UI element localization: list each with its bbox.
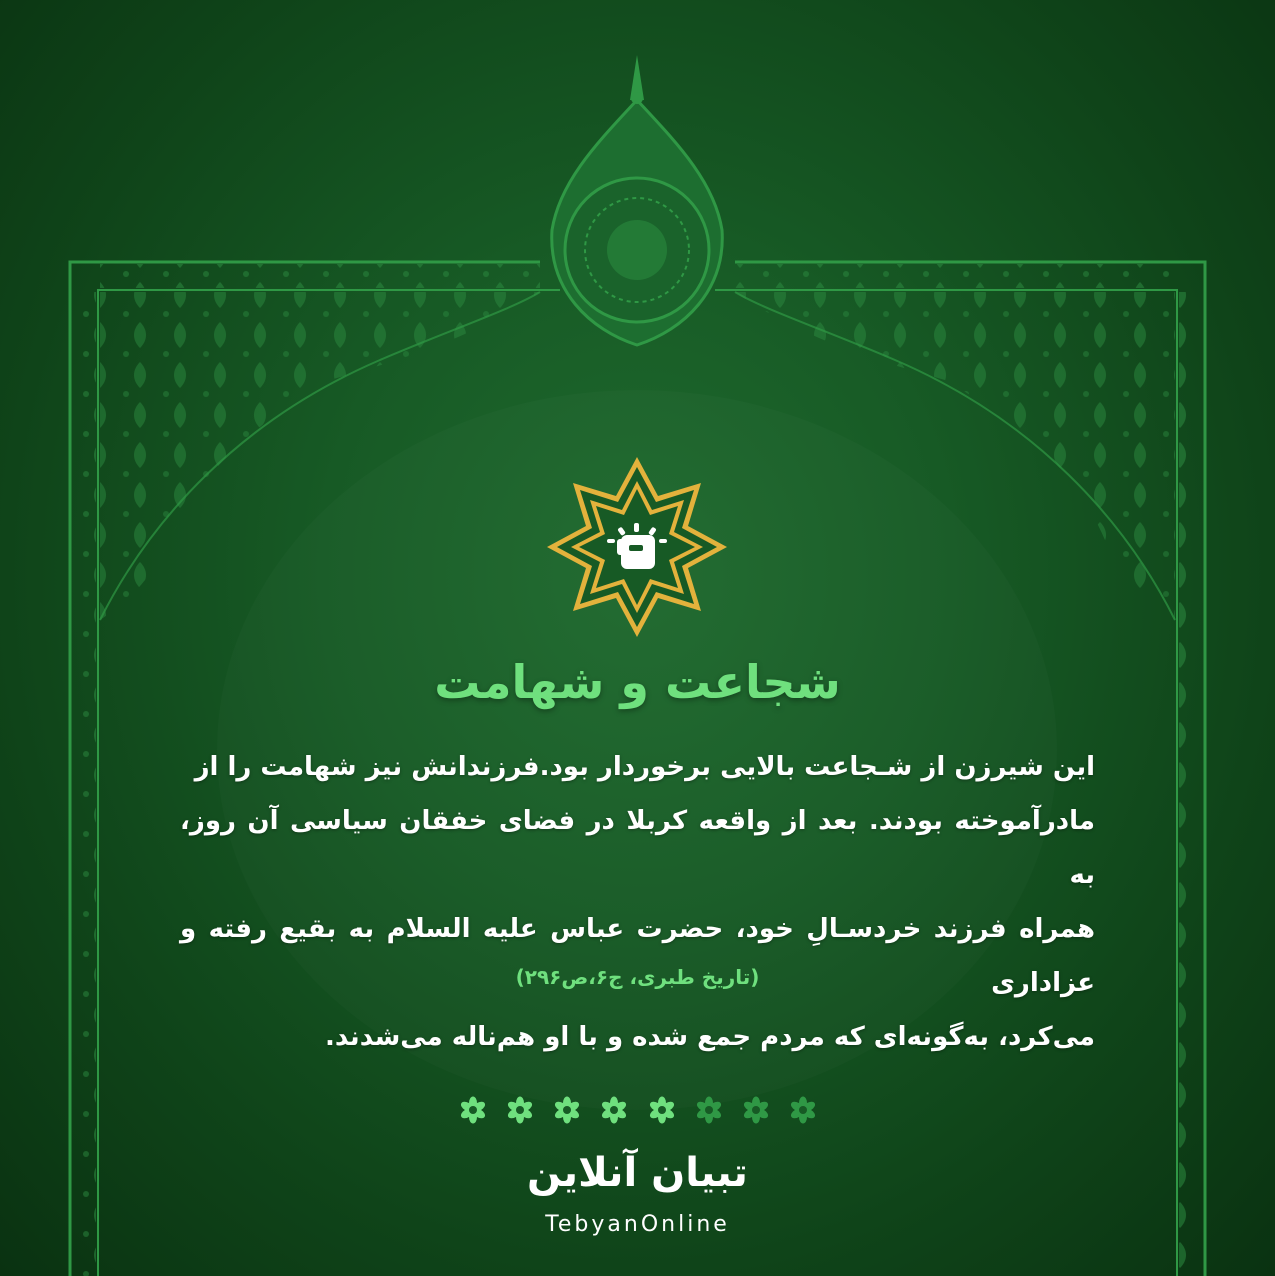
top-medallion (552, 55, 723, 345)
top-right-vine-strip (735, 264, 1175, 288)
flower-icon (694, 1095, 724, 1125)
citation: (تاریخ طبری، ج۶،ص۲۹۶) (515, 965, 760, 989)
flower-icon (647, 1095, 677, 1125)
flower-icon (552, 1095, 582, 1125)
flower-icon (458, 1095, 488, 1125)
body-paragraph (180, 740, 1095, 1064)
flower-icon (788, 1095, 818, 1125)
right-vine-strip (1179, 292, 1203, 1276)
page-title: شجاعت و شهامت (434, 655, 841, 709)
logo-english: TebyanOnline (545, 1212, 730, 1237)
left-vine-strip (72, 292, 96, 1276)
body-line: می‌کرد، به‌گونه‌ای که مردم جمع شده و با او هم‌ناله می‌شدند. (325, 1022, 1095, 1052)
flower-divider (458, 1092, 818, 1128)
logo-persian: تبیان آنلاین (527, 1150, 748, 1196)
star-badge (545, 455, 729, 639)
body-line: مادرآموخته بودند. بعد از واقعه کربلا در فضای خفقان سیاسی آن روز، به (180, 806, 1095, 890)
top-left-vine-strip (100, 264, 540, 288)
body-line: همراه فرزند خردسـالِ خود، حضرت عباس عليه السلام به بقیع رفته و عزاداری (180, 914, 1095, 998)
flower-icon (741, 1095, 771, 1125)
flower-icon (599, 1095, 629, 1125)
body-line: این شیرزن از شـجاعت بالایی برخوردار بود.فرزندانش نیز شهامت را از (194, 752, 1095, 782)
flower-icon (505, 1095, 535, 1125)
